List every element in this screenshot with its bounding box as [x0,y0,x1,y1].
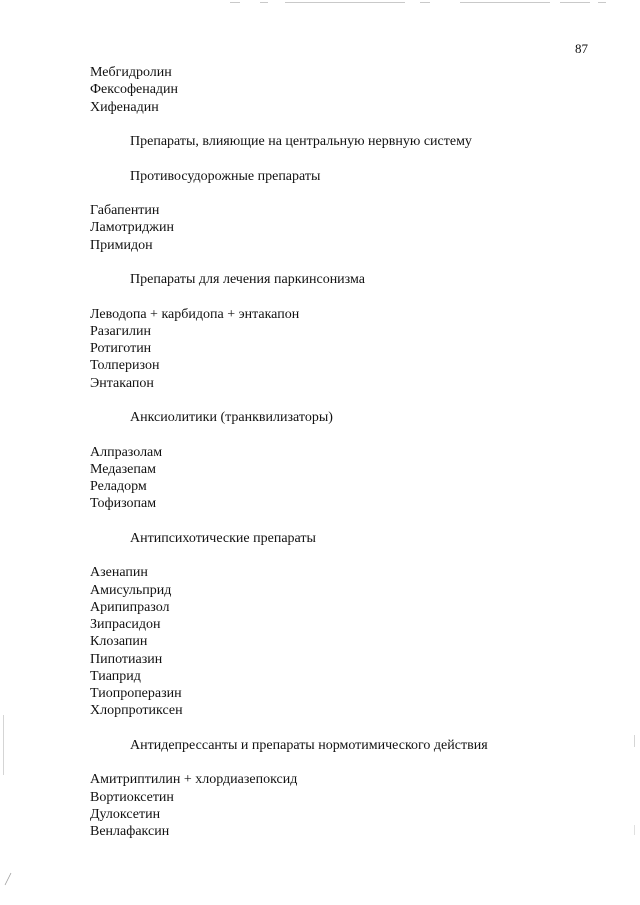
section-heading: Антидепрессанты и препараты нормотимического действия [130,737,488,753]
blank-line [90,392,610,409]
drug-list-item: Фексофенадин [90,82,179,98]
drug-list-item: Хифенадин [90,99,159,115]
blank-line [90,720,610,737]
page-number: 87 [575,41,588,56]
scan-artifact-mark [4,872,12,886]
drug-list-item: Примидон [90,237,153,253]
drug-list-item: Тиаприд [90,668,141,684]
drug-list-item: Медазепам [90,461,156,477]
blank-line [90,185,610,202]
scan-artifact-right-lower [634,825,635,835]
scan-artifact-right [634,735,635,747]
drug-list-item: Тофизопам [90,496,157,512]
drug-list-item: Дулоксетин [90,806,161,822]
drug-list-item: Венлафаксин [90,824,170,839]
drug-list-item: Амисульприд [90,582,172,598]
blank-line [90,150,610,167]
section-heading: Противосудорожные препараты [130,168,321,184]
drug-list-item: Амитриптилин + хлордиазепоксид [90,772,298,788]
drug-list-item: Леводопа + карбидопа + энтакапон [90,306,300,322]
document-body [90,64,610,840]
drug-list-item: Ламотриджин [90,220,174,236]
drug-list-item: Вортиоксетин [90,789,174,805]
drug-list-item: Арипипразол [90,599,170,615]
blank-line [90,288,610,305]
drug-list-item: Клозапин [90,634,148,650]
drug-list-item: Зипрасидон [90,617,161,632]
blank-line [90,547,610,564]
blank-line [90,754,610,771]
drug-list-item: Толперизон [90,358,160,374]
drug-list-item: Алпразолам [90,444,163,460]
drug-list-item: Энтакапон [90,375,154,391]
drug-list-item: Пипотиазин [90,651,163,667]
blank-line [90,426,610,443]
section-heading: Препараты, влияющие на центральную нервную систему [130,134,472,149]
section-heading: Препараты для лечения паркинсонизма [130,272,365,287]
drug-list-item: Азенапин [90,565,148,581]
drug-list-item: Мебгидролин [90,65,172,80]
blank-line [90,116,610,133]
section-heading: Анксиолитики (транквилизаторы) [130,410,333,425]
drug-list-item: Разагилин [90,323,151,339]
drug-list-item: Тиопроперазин [90,686,182,701]
section-heading: Антипсихотические препараты [130,530,316,546]
blank-line [90,254,610,271]
blank-line [90,513,610,530]
drug-list-item: Хлорпротиксен [90,703,183,719]
scan-artifact-left [3,715,4,775]
drug-list-item: Реладорм [90,479,147,494]
drug-list-item: Ротиготин [90,341,152,356]
scan-artifact-top [230,2,610,4]
drug-list-item: Габапентин [90,203,160,218]
